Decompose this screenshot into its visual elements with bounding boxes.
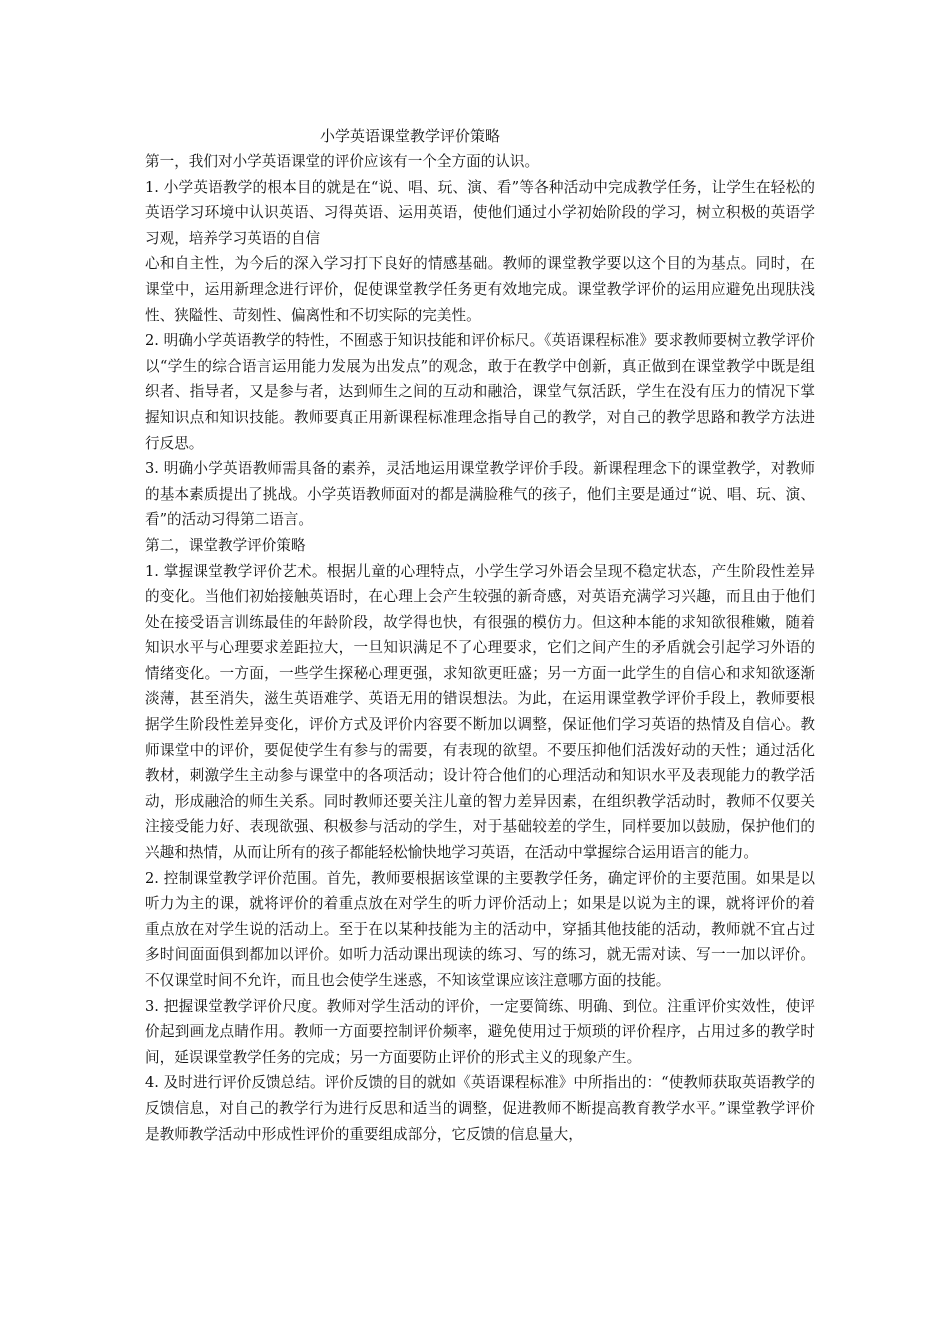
document-title: 小学英语课堂教学评价策略 <box>320 127 501 145</box>
paragraph-8: 2. 控制课堂教学评价范围。首先，教师要根据该堂课的主要教学任务，确定评价的主要范围。如果是以听力为主的课，就将评价的着重点放在对学生的听力评价活动上；如果是以说为主的课，就将评价的着重点放在对学生说的活动上。至于在以某种技能为主的活动中，穿插其他技能的活动，教师就不宜占过多时间面面俱到都加以评价。如听力活动课出现读的练习、写的练习，就无需对读、写一一加以评价。不仅课堂时间不允许，而且也会使学生迷惑，不知该堂课应该注意哪方面的技能。 <box>145 869 815 989</box>
paragraph-1: 第一，我们对小学英语课堂的评价应该有一个全方面的认识。 <box>145 153 540 170</box>
document-page <box>145 124 815 1147</box>
paragraph-5: 3. 明确小学英语教师需具备的素养，灵活地运用课堂教学评价手段。新课程理念下的课堂教学，对教师的基本素质提出了挑战。小学英语教师面对的都是满脸稚气的孩子，他们主要是通过“说、唱、玩、演、看”的活动习得第二语言。 <box>145 460 815 529</box>
paragraph-7: 1. 掌握课堂教学评价艺术。根据儿童的心理特点，小学生学习外语会呈现不稳定状态，产生阶段性差异的变化。当他们初始接触英语时，在心理上会产生较强的新奇感，对英语充满学习兴趣，而且由于他们处在接受语言训练最佳的年龄阶段，故学得也快，有很强的模仿力。但这种本能的求知欲很稚嫩，随着知识水平与心理要求差距拉大，一旦知识满足不了心理要求，它们之间产生的矛盾就会引起学习外语的情绪变化。一方面，一些学生探秘心理更强，求知欲更旺盛；另一方面一此学生的自信心和求知欲逐渐淡薄，甚至消失，滋生英语难学、英语无用的错误想法。为此，在运用课堂教学评价手段上，教师要根据学生阶段性差异变化，评价方式及评价内容要不断加以调整，保证他们学习英语的热情及自信心。教师课堂中的评价，要促使学生有参与的需要，有表现的欲望。不要压抑他们活泼好动的天性；通过活化教材，刺激学生主动参与课堂中的各项活动；设计符合他们的心理活动和知识水平及表现能力的教学活动，形成融洽的师生关系。同时教师还要关注儿童的智力差异因素，在组织教学活动时，教师不仅要关注接受能力好、表现欲强、积极参与活动的学生，对于基础较差的学生，同样要加以鼓励，保护他们的兴趣和热情，从而让所有的孩子都能轻松愉快地学习英语，在活动中掌握综合运用语言的能力。 <box>145 562 815 862</box>
paragraph-4: 2. 明确小学英语教学的特性，不囿惑于知识技能和评价标尺。《英语课程标准》要求教师要树立教学评价以“学生的综合语言运用能力发展为出发点”的观念，敢于在教学中创新，真正做到在课堂教学中既是组织者、指导者，又是参与者，达到师生之间的互动和融洽，课堂气氛活跃，学生在没有压力的情况下掌握知识点和知识技能。教师要真正用新课程标准理念指导自己的教学，对自己的教学思路和教学方法进行反思。 <box>145 332 815 452</box>
paragraph-2: 1. 小学英语教学的根本目的就是在“说、唱、玩、演、看”等各种活动中完成教学任务，让学生在轻松的英语学习环境中认识英语、习得英语、运用英语，使他们通过小学初始阶段的学习，树立积极的英语学习观，培养学习英语的自信 <box>145 178 815 247</box>
paragraph-3: 心和自主性，为今后的深入学习打下良好的情感基础。教师的课堂教学要以这个目的为基点。同时，在课堂中，运用新理念进行评价，促使课堂教学任务更有效地完成。课堂教学评价的运用应避免出现肤浅性、狭隘性、苛刻性、偏离性和不切实际的完美性。 <box>145 255 815 324</box>
section-heading-2: 第二，课堂教学评价策略 <box>145 536 306 554</box>
paragraph-10: 4. 及时进行评价反馈总结。评价反馈的目的就如《英语课程标准》中所指出的：“使教师获取英语教学的反馈信息，对自己的教学行为进行反思和适当的调整，促进教师不断提高教育教学水平。”课堂教学评价是教师教学活动中形成性评价的重要组成部分，它反馈的信息量大， <box>145 1074 815 1143</box>
paragraph-9: 3. 把握课堂教学评价尺度。教师对学生活动的评价，一定要简练、明确、到位。注重评价实效性，使评价起到画龙点睛作用。教师一方面要控制评价频率，避免使用过于烦琐的评价程序，占用过多的教学时间，延误课堂教学任务的完成；另一方面要防止评价的形式主义的现象产生。 <box>145 997 815 1066</box>
